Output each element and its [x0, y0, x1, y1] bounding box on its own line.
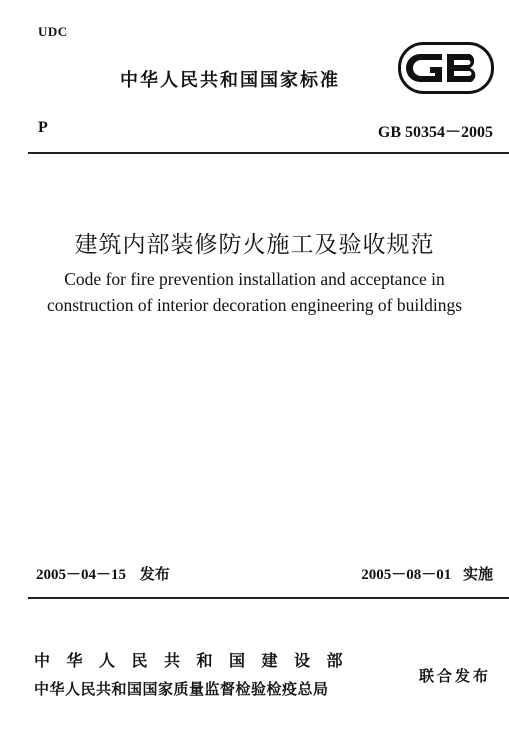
title-english-line1: Code for fire prevention installation and acceptance in: [64, 269, 445, 289]
issue-label: 发布: [139, 565, 170, 583]
effective-label: 实施: [462, 565, 493, 583]
issuer-aqsiq: 中华人民共和国国家质量监督检验检疫总局: [34, 680, 329, 698]
udc-label: UDC: [38, 24, 68, 39]
issuer-ministry-construction: 中华人民共和国建设部: [34, 651, 360, 670]
title-english: [0, 266, 509, 318]
issue-date: 2005－04－15: [36, 567, 127, 583]
effective-date-line: [361, 563, 493, 584]
top-divider: [28, 152, 509, 154]
bottom-divider: [28, 597, 509, 599]
gb-logo-icon: [398, 42, 494, 94]
joint-issue-label: 联合发布: [418, 667, 491, 685]
effective-date: 2005－08－01: [361, 567, 452, 583]
title-english-line2: construction of interior decoration engineering of buildings: [46, 295, 463, 315]
category-code: P: [38, 119, 48, 136]
standard-number: GB 50354－2005: [377, 124, 493, 141]
standard-name: 中华人民共和国国家标准: [120, 70, 340, 91]
issue-date-line: [36, 563, 170, 584]
title-chinese: 建筑内部装修防火施工及验收规范: [74, 232, 435, 258]
